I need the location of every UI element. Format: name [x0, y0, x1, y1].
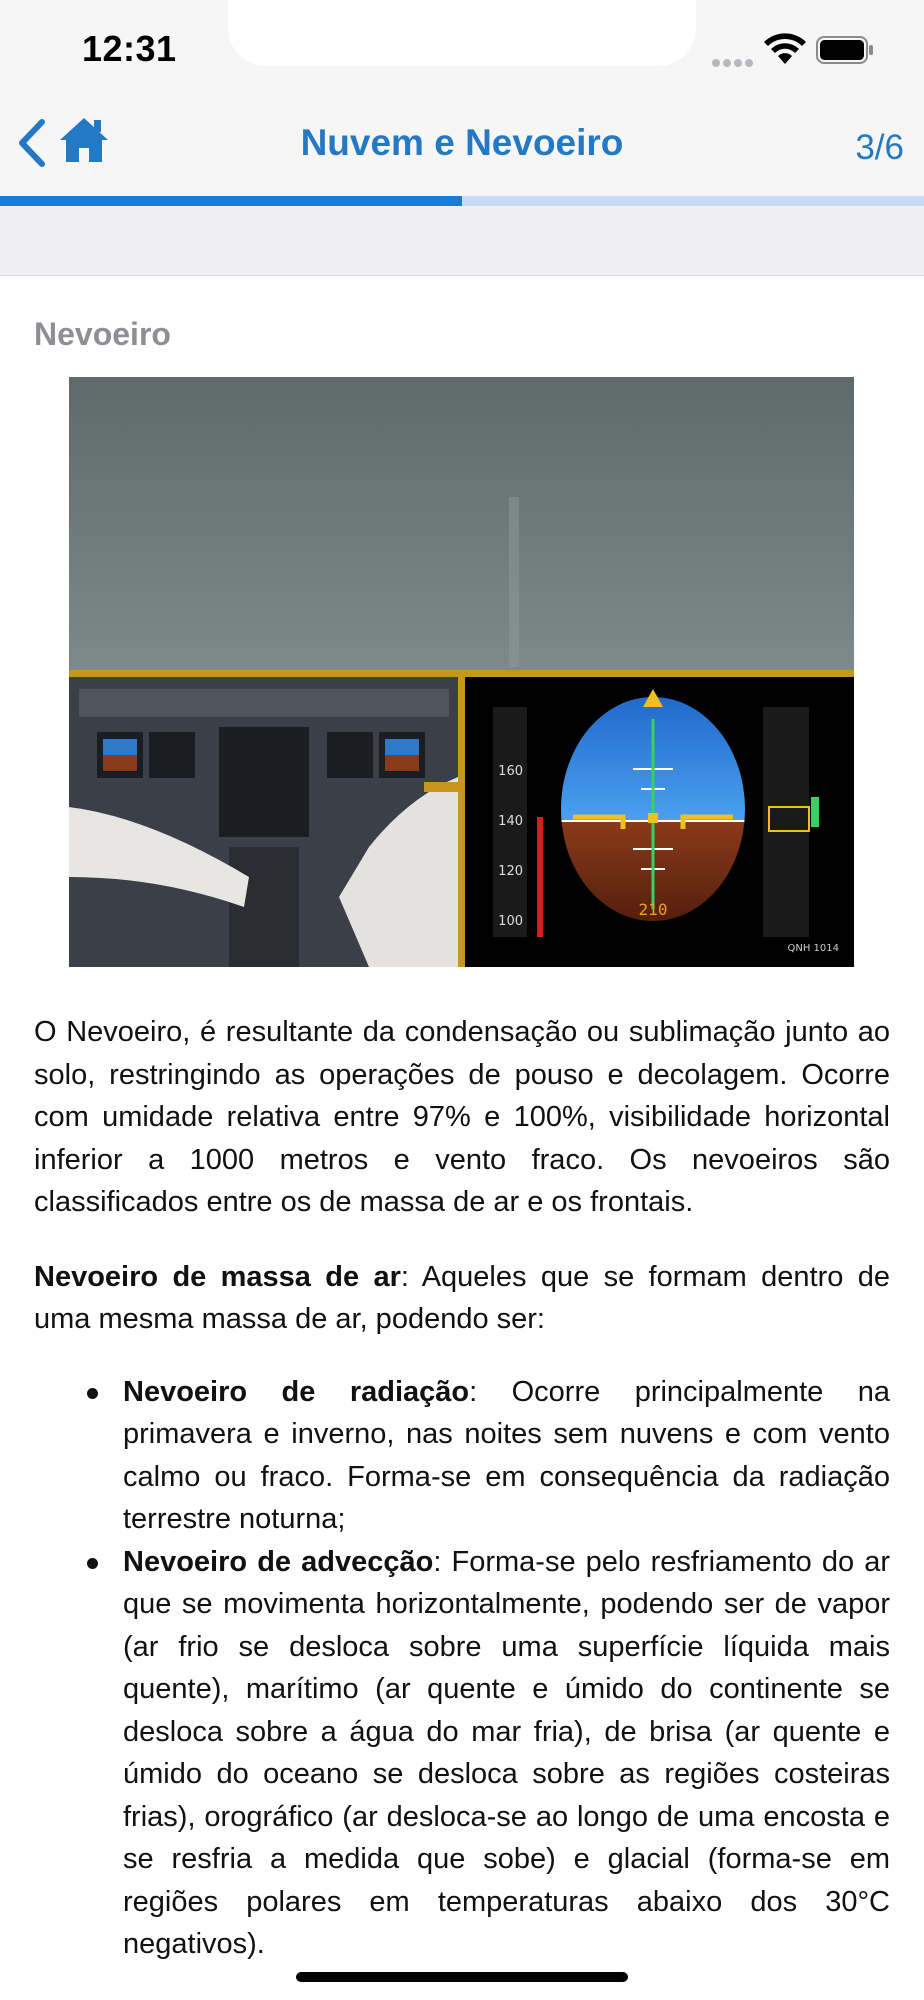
- list-item: [34, 1541, 890, 1966]
- bullet-icon: [87, 1388, 98, 1399]
- pfd-readout: 210: [638, 900, 668, 919]
- header-divider-strip: [0, 206, 924, 276]
- wifi-icon: [764, 32, 806, 66]
- pfd-speed-tick: 160: [498, 764, 523, 779]
- bullet-icon: [87, 1558, 98, 1569]
- list-item: [34, 1371, 890, 1541]
- term-air-mass-fog: Nevoeiro de massa de ar: [34, 1260, 401, 1293]
- battery-icon: [816, 36, 874, 64]
- device-notch: [228, 0, 696, 66]
- pfd-qnh: QNH 1014: [787, 943, 839, 954]
- fog-types-list: [34, 1371, 890, 1966]
- term-advection-fog: Nevoeiro de advecção: [123, 1545, 434, 1578]
- status-bar: [0, 0, 924, 92]
- status-time: 12:31: [82, 28, 177, 69]
- air-mass-paragraph: [34, 1256, 890, 1341]
- navigation-bar: [0, 92, 924, 196]
- radiation-fog-description: : Ocorre principalmente na primavera e inverno, nas noites sem nuvens e com vento calmo ou fraco. Forma-se em consequência da radiação terrestre noturna;: [123, 1375, 891, 1535]
- lesson-progress-bar: [0, 196, 924, 206]
- term-radiation-fog: Nevoeiro de radiação: [123, 1375, 470, 1408]
- cellular-dots-icon: [712, 54, 756, 62]
- pfd-speed-tick: 140: [498, 814, 523, 829]
- pfd-speed-tick: 100: [498, 914, 523, 929]
- lesson-content: [34, 276, 890, 1966]
- page-title: Nuvem e Nevoeiro: [300, 122, 624, 163]
- intro-paragraph: O Nevoeiro, é resultante da condensação ou sublimação junto ao solo, restringindo as operações de pouso e decolagem. Ocorre com umidade relativa entre 97% e 100%, visibilidade horizontal inferior a 1000 metros e vento fraco. Os nevoeiros são classificados entre os de massa de ar e os frontais.: [34, 1016, 890, 1218]
- advection-fog-description: : Forma-se pelo resfriamento do ar que se movimenta horizontalmente, podendo ser de vapor (ar frio se desloca sobre uma superfície líquida mais quente), marítimo (ar quente e úmido do continente se desloca sobre a água do mar fria), de brisa (ar quente e úmido do oceano se desloca sobre as regiões costeiras frias), orográfico (ar desloca-se ao longo de uma encosta e se resfria a medida que sobe) e glacial (forma-se em regiões polares em temperaturas abaixo dos 30°C negativos).: [123, 1545, 890, 1960]
- page-counter: 3/6: [855, 128, 904, 167]
- air-mass-description: : Aqueles que se formam dentro de uma mesma massa de ar, podendo ser:: [34, 1260, 890, 1335]
- pfd-speed-tick: 120: [498, 864, 523, 879]
- lesson-progress-fill: [0, 196, 462, 206]
- fog-landing-image: [69, 377, 854, 967]
- section-title: Nevoeiro: [34, 316, 171, 352]
- home-indicator[interactable]: [296, 1972, 628, 1982]
